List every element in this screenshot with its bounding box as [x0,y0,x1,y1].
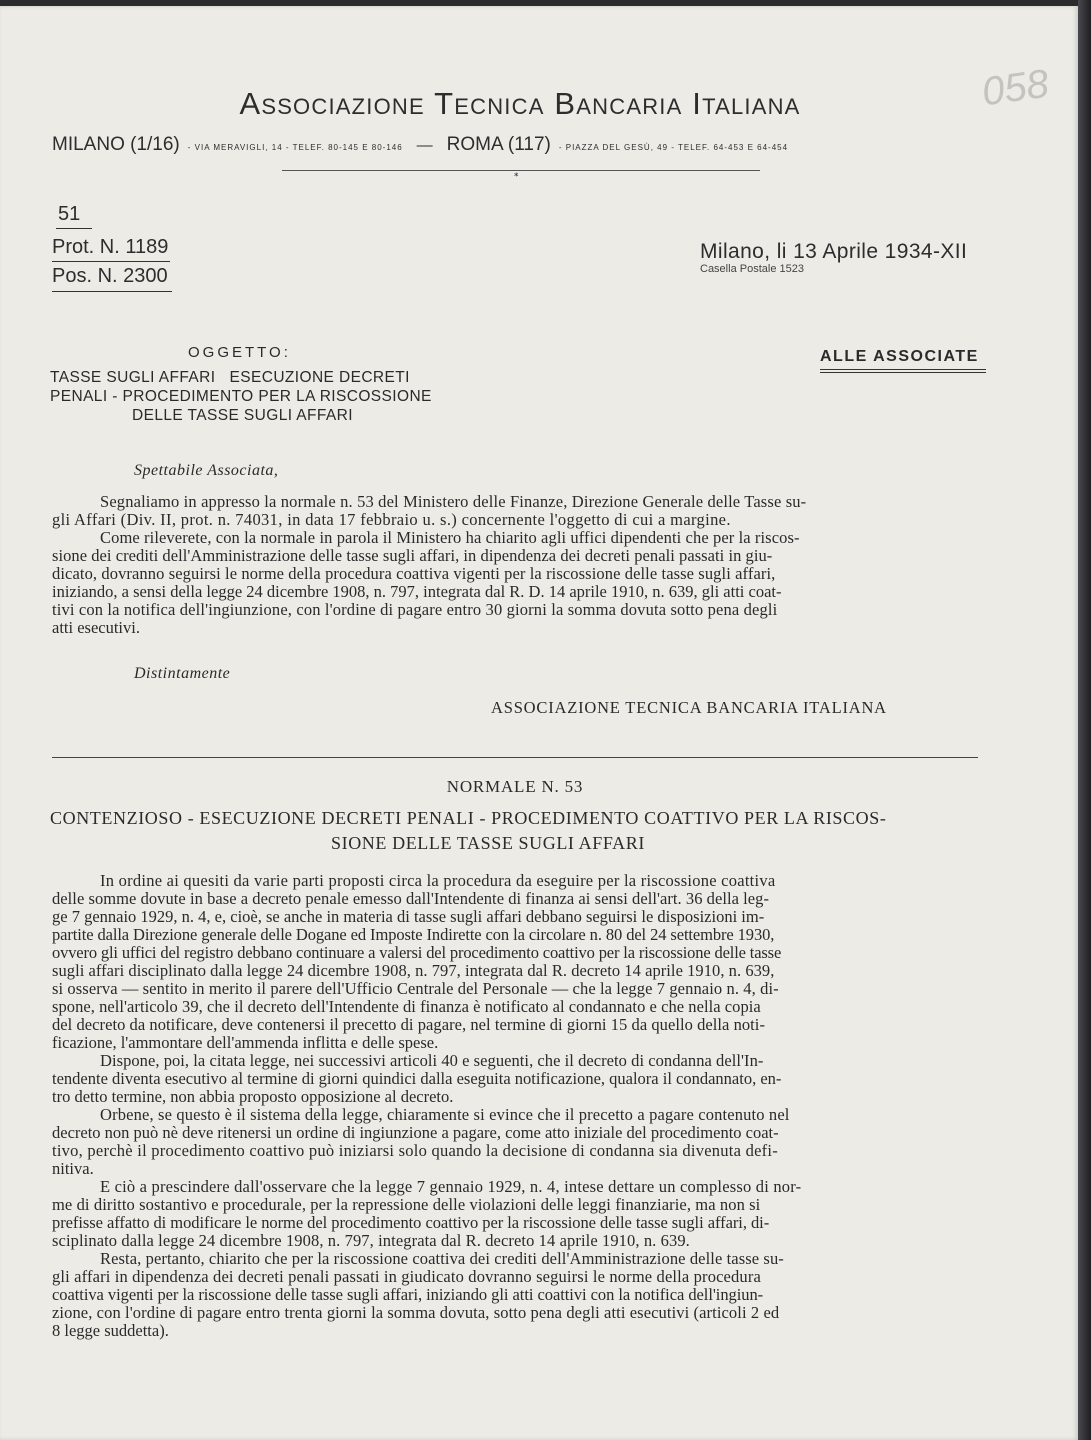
reference-underline [56,228,92,229]
normale-line: Dispone, poi, la citata legge, nei successivi articoli 40 e seguenti, che il decreto di condanna dell'In- [100,1051,764,1070]
letter-date: Milano, li 13 Aprile 1934-XII [700,240,968,263]
normale-line: delle somme dovute in base a decreto penale emesso dall'Intendente di finanza ai sensi dell'art. 36 della leg- [52,889,770,908]
normale-line: del decreto da notificare, deve contenersi il precetto di pagare, nel termine di giorni 15 da quello della noti- [52,1015,765,1034]
normale-line: prefisse affatto di modificare le norme del procedimento coattivo per la riscossione delle tasse sugli affari, di- [52,1213,770,1232]
normale-line: gli affari in dipendenza dei decreti penali passati in giudicato dovranno seguirsi le norme della procedura [52,1267,761,1286]
normale-line: ge 7 gennaio 1929, n. 4, e, cioè, se anche in materia di tasse sugli affari debbano seguirsi le disposizioni im- [52,907,765,926]
protocol-number: Prot. N. 1189 [52,236,169,258]
normale-line: Resta, pertanto, chiarito che per la riscossione coattiva dei crediti dell'Amministrazione delle tasse su- [100,1249,784,1268]
letter-line: gli Affari (Div. II, prot. n. 74031, in data 17 febbraio u. s.) concernente l'oggetto di cui a margine. [52,510,731,529]
letter-line: tivi con la notifica dell'ingiunzione, con l'ordine di pagare entro 30 giorni la somma dovuta sotto pena degli [52,600,778,619]
letter-line: atti esecutivi. [52,618,140,637]
milano-city: MILANO (1/16) [52,134,180,155]
normale-line: si osserva — sentito in merito il parere dell'Ufficio Centrale del Personale — che la legge 7 gennaio n. 4, di- [52,979,779,998]
normale-line: nitiva. [52,1159,94,1178]
normale-line: spone, nell'articolo 39, che il decreto dell'Intendente di finanza è notificato al condannato e che nella copia [52,997,761,1016]
closing: Distintamente [134,665,231,682]
scanner-edge [1078,0,1091,1440]
letter-line: sione dei crediti dell'Amministrazione delle tasse sugli affari, in dipendenza dei decreti penali passati in giu- [52,546,773,565]
archive-stamp: 058 [979,61,1052,115]
subject-line: PENALI - PROCEDIMENTO PER LA RISCOSSIONE [50,388,432,405]
organization-name: Associazione Tecnica Bancaria Italiana [239,86,801,121]
address-separator: — [416,137,433,154]
normale-line: decreto non può nè deve ritenersi un ordine di ingiunzione a pagare, come atto iniziale del procedimento coat- [52,1123,779,1142]
letterhead-divider [282,170,760,171]
normale-line: Orbene, se questo è il sistema della legge, chiaramente si evince che il precetto a pagare contenuto nel [100,1105,790,1124]
salutation: Spettabile Associata, [134,462,279,479]
normale-title: CONTENZIOSO - ESECUZIONE DECRETI PENALI - PROCEDIMENTO COATTIVO PER LA RISCOS- [50,808,887,828]
postal-box: Casella Postale 1523 [700,263,804,275]
normale-line: E ciò a prescindere dall'osservare che la legge 7 gennaio 1929, n. 4, intese dettare un complesso di nor- [100,1177,802,1196]
normale-line: sciplinato dalla legge 24 dicembre 1908, n. 797, integrata dal R. decreto 14 aprile 1910, n. 639. [52,1231,690,1250]
normale-title: SIONE DELLE TASSE SUGLI AFFARI [331,833,645,853]
normale-line: In ordine ai quesiti da varie parti proposti circa la procedura da eseguire per la riscossione coattiva [100,871,776,890]
section-divider [52,757,978,758]
protocol-underline [52,261,170,262]
recipient-underline [820,369,986,370]
normale-line: tivo, perchè il procedimento coattivo può iniziarsi solo quando la decisione di condanna sia divenuta defi- [52,1141,778,1160]
normale-line: zione, con l'ordine di pagare entro trenta giorni la somma dovuta, sotto pena degli atti esecutivi (articoli 2 ed [52,1303,780,1322]
normale-line: sugli affari disciplinato dalla legge 24 dicembre 1908, n. 797, integrata dal R. decreto 14 aprile 1910, n. 639, [52,961,775,980]
letter-line: Segnaliamo in appresso la normale n. 53 del Ministero delle Finanze, Direzione Generale delle Tasse su- [100,492,807,511]
normale-line: coattiva vigenti per la riscossione delle tasse sugli affari, iniziando gli atti coattivi con la notifica dell'ingiun- [52,1285,764,1304]
normale-line: ovvero gli uffici del registro debbano continuare a valersi del procedimento coattivo per la riscossione delle tasse [52,943,782,962]
letter-line: iniziando, a sensi della legge 24 dicembre 1908, n. 797, integrata dal R. D. 14 aprile 1910, n. 639, gli atti coat- [52,582,782,601]
normale-line: tendente diventa esecutivo al termine di giorni quindici dalla eseguita notificazione, qualora il condannato, en- [52,1069,782,1088]
address-line [52,134,788,156]
subject-line: TASSE SUGLI AFFARI ESECUZIONE DECRETI [50,369,410,386]
reference-number: 51 [58,203,81,225]
subject-label: OGGETTO: [188,344,291,361]
position-number: Pos. N. 2300 [52,265,168,287]
letter-line: Come rileverete, con la normale in parola il Ministero ha chiarito agli uffici dipendenti che per la riscos- [100,528,800,547]
recipient-label: ALLE ASSOCIATE [820,348,979,365]
subject-line: DELLE TASSE SUGLI AFFARI [132,407,353,424]
position-underline [52,291,172,292]
normale-line: me di diritto sostantivo e procedurale, per la repressione delle violazioni delle leggi finanziarie, ma non si [52,1195,761,1214]
milano-address: - VIA MERAVIGLI, 14 - TELEF. 80-145 E 80-146 [187,143,403,152]
normale-heading: NORMALE N. 53 [446,777,584,796]
divider-ornament: ⁎ [514,168,519,178]
normale-line: partite dalla Direzione generale delle Dogane ed Imposte Indirette con la circolare n. 80 del 24 settembre 1930, [52,925,775,944]
recipient-underline [820,372,986,373]
signature: ASSOCIAZIONE TECNICA BANCARIA ITALIANA [491,698,887,717]
letter-line: dicato, dovranno seguirsi le norme della procedura coattiva vigenti per la riscossione delle tasse sugli affari, [52,564,776,583]
roma-address: - PIAZZA DEL GESÙ, 49 - TELEF. 64-453 E 64-454 [558,143,789,152]
normale-line: tro detto termine, non abbia proposto opposizione al decreto. [52,1087,454,1106]
normale-line: 8 legge suddetta). [52,1321,169,1340]
normale-line: ficazione, l'ammontare dell'ammenda inflitta e delle spese. [52,1033,439,1052]
roma-city: ROMA (117) [446,134,551,155]
